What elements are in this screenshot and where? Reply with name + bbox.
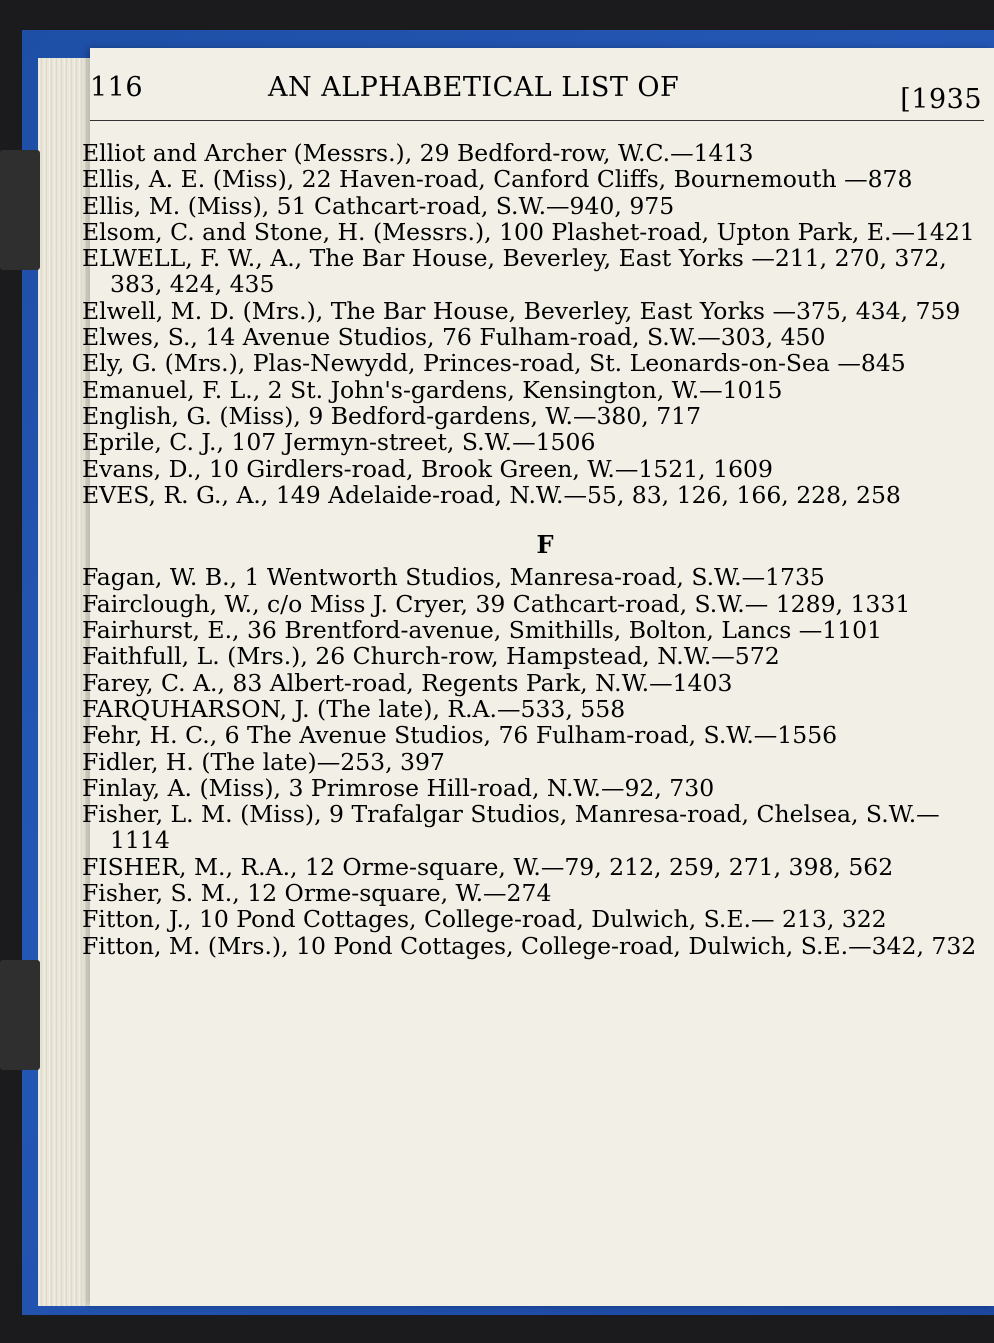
list-item: Fidler, H. (The late)—253, 397 [82, 747, 445, 776]
list-item: Fehr, H. C., 6 The Avenue Studios, 76 Fulham-road, S.W.—1556 [82, 721, 838, 750]
list-item: Fagan, W. B., 1 Wentworth Studios, Manresa-road, S.W.—1735 [82, 563, 825, 592]
list-item: Fisher, L. M. (Miss), 9 Trafalgar Studios, Manresa-road, Chelsea, S.W.—1114 [82, 800, 940, 855]
list-item: Farey, C. A., 83 Albert-road, Regents Park, N.W.—1403 [82, 668, 733, 697]
list-item: FARQUHARSON, J. (The late), R.A.—533, 558 [82, 694, 626, 723]
list-item: Fairclough, W., c/o Miss J. Cryer, 39 Cathcart-road, S.W.— 1289, 1331 [82, 589, 911, 618]
list-item: Finlay, A. (Miss), 3 Primrose Hill-road, N.W.—92, 730 [82, 773, 715, 802]
list-item: Evans, D., 10 Girdlers-road, Brook Green, W.—1521, 1609 [82, 454, 773, 483]
entry-list [82, 140, 978, 959]
section-letter: F [536, 530, 554, 560]
list-item: Faithfull, L. (Mrs.), 26 Church-row, Hampstead, N.W.—572 [82, 642, 780, 671]
list-item: Ely, G. (Mrs.), Plas-Newydd, Princes-road, St. Leonards-on-Sea —845 [82, 349, 906, 378]
header-rule [90, 120, 984, 121]
list-item: Ellis, A. E. (Miss), 22 Haven-road, Canford Cliffs, Bournemouth —878 [82, 165, 913, 194]
list-item: Emanuel, F. L., 2 St. John's-gardens, Kensington, W.—1015 [82, 375, 783, 404]
list-item: Eprile, C. J., 107 Jermyn-street, S.W.—1506 [82, 428, 596, 457]
page-title: AN ALPHABETICAL LIST OF [268, 72, 680, 103]
binding-clip [0, 150, 40, 270]
list-item: Fisher, S. M., 12 Orme-square, W.—274 [82, 879, 552, 908]
list-item: Elwes, S., 14 Avenue Studios, 76 Fulham-road, S.W.—303, 450 [82, 323, 826, 352]
list-item: FISHER, M., R.A., 12 Orme-square, W.—79, 212, 259, 271, 398, 562 [82, 852, 894, 881]
page-year: [1935 [900, 84, 982, 115]
list-item: Elliot and Archer (Messrs.), 29 Bedford-row, W.C.—1413 [82, 139, 754, 167]
list-item: English, G. (Miss), 9 Bedford-gardens, W.—380, 717 [82, 401, 702, 430]
list-item: Elwell, M. D. (Mrs.), The Bar House, Beverley, East Yorks —375, 434, 759 [82, 296, 961, 325]
list-item: Ellis, M. (Miss), 51 Cathcart-road, S.W.—940, 975 [82, 191, 675, 220]
list-item: EVES, R. G., A., 149 Adelaide-road, N.W.—55, 83, 126, 166, 228, 258 [82, 480, 901, 509]
list-item: ELWELL, F. W., A., The Bar House, Beverley, East Yorks —211, 270, 372, 383, 424, 435 [82, 244, 947, 299]
binding-clip [0, 960, 40, 1070]
page-number: 116 [90, 72, 144, 103]
list-item: Fitton, J., 10 Pond Cottages, College-road, Dulwich, S.E.— 213, 322 [82, 905, 887, 934]
list-item: Fitton, M. (Mrs.), 10 Pond Cottages, College-road, Dulwich, S.E.—342, 732 [82, 931, 977, 960]
list-item: Fairhurst, E., 36 Brentford-avenue, Smithills, Bolton, Lancs —1101 [82, 616, 883, 645]
list-item: Elsom, C. and Stone, H. (Messrs.), 100 Plashet-road, Upton Park, E.—1421 [82, 217, 975, 246]
